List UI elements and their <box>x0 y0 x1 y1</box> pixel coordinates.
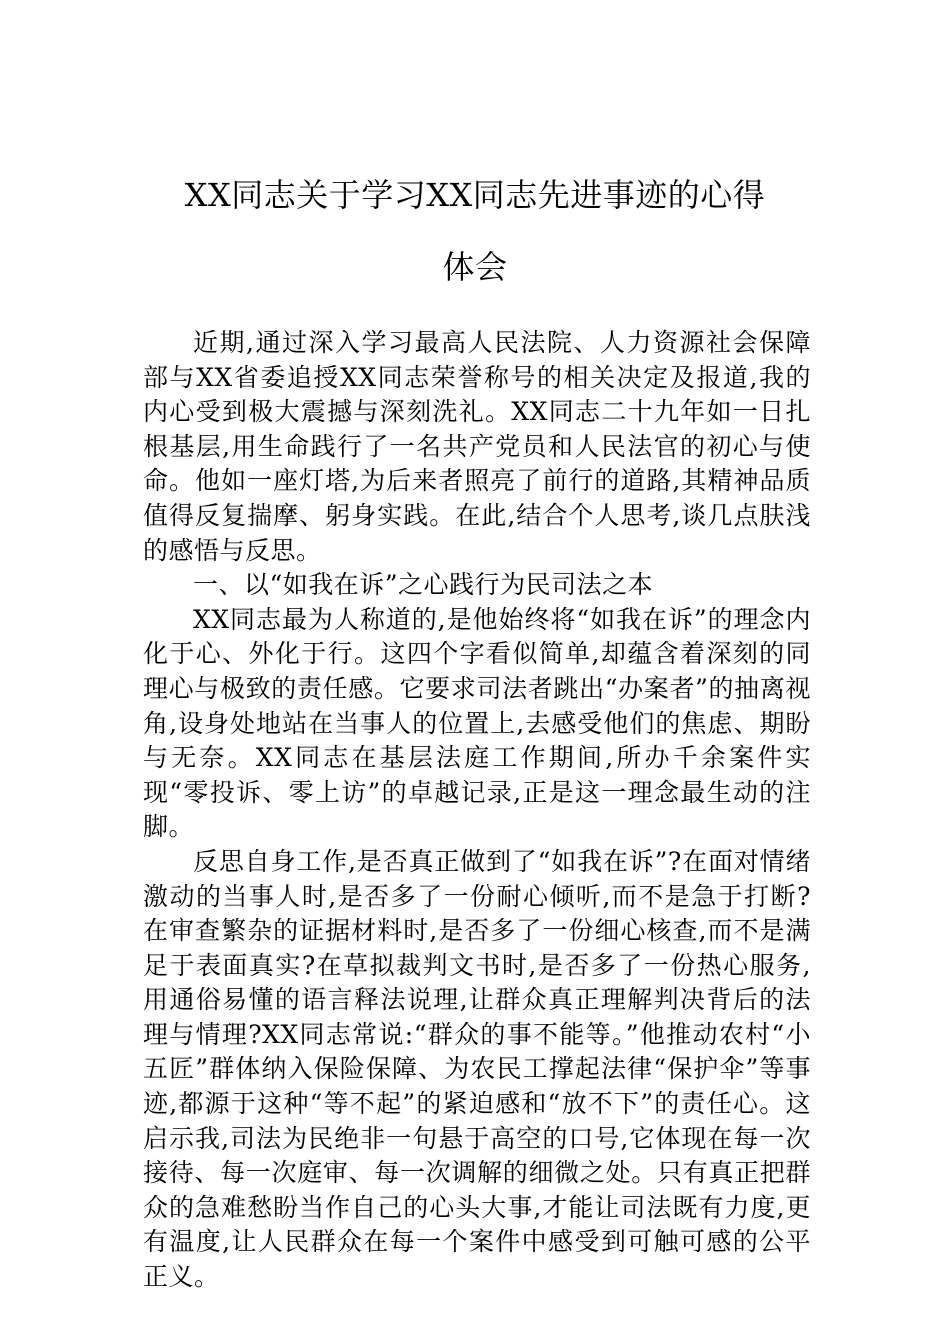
document-title-line-2: 体会 <box>442 248 508 286</box>
body-paragraph-section1-b: 反思自身工作,是否真正做到了“如我在诉”?在面对情绪激动的当事人时,是否多了一份耐心倾听,而不是急于打断?在审查繁杂的证据材料时,是否多了一份细心核查,而不是满足于表面真实?在草拟裁判文书时,是否多了一份热心服务,用通俗易懂的语言释法说理,让群众真正理解判决背后的法理与情理?XX同志常说:“群众的事不能等。”他推动农村“小五匠”群体纳入保险保障、为农民工撑起法律“保护伞”等事迹,都源于这种“等不起”的紧迫感和“放不下”的责任心。这启示我,司法为民绝非一句悬于高空的口号,它体现在每一次接待、每一次庭审、每一次调解的细微之处。只有真正把群众的急难愁盼当作自己的心头大事,才能让司法既有力度,更有温度,让人民群众在每一个案件中感受到可触可感的公平正义。 <box>143 846 811 1292</box>
document-title <box>100 159 850 303</box>
document-body <box>143 326 811 1295</box>
section-heading-1: 一、以“如我在诉”之心践行为民司法之本 <box>193 570 654 600</box>
document-title-line-1: XX同志关于学习XX同志先进事迹的心得 <box>184 176 766 214</box>
body-paragraph-section1-a: XX同志最为人称道的,是他始终将“如我在诉”的理念内化于心、外化于行。这四个字看似简单,却蕴含着深刻的同理心与极致的责任感。它要求司法者跳出“办案者”的抽离视角,设身处地站在当事人的位置上,去感受他们的焦虑、期盼与无奈。XX同志在基层法庭工作期间,所办千余案件实现“零投诉、零上访”的卓越记录,正是这一理念最生动的注脚。 <box>143 604 811 842</box>
body-paragraph-intro: 近期,通过深入学习最高人民法院、人力资源社会保障部与XX省委追授XX同志荣誉称号的相关决定及报道,我的内心受到极大震撼与深刻洗礼。XX同志二十九年如一日扎根基层,用生命践行了一名共产党员和人民法官的初心与使命。他如一座灯塔,为后来者照亮了前行的道路,其精神品质值得反复揣摩、躬身实践。在此,结合个人思考,谈几点肤浅的感悟与反思。 <box>143 328 811 565</box>
